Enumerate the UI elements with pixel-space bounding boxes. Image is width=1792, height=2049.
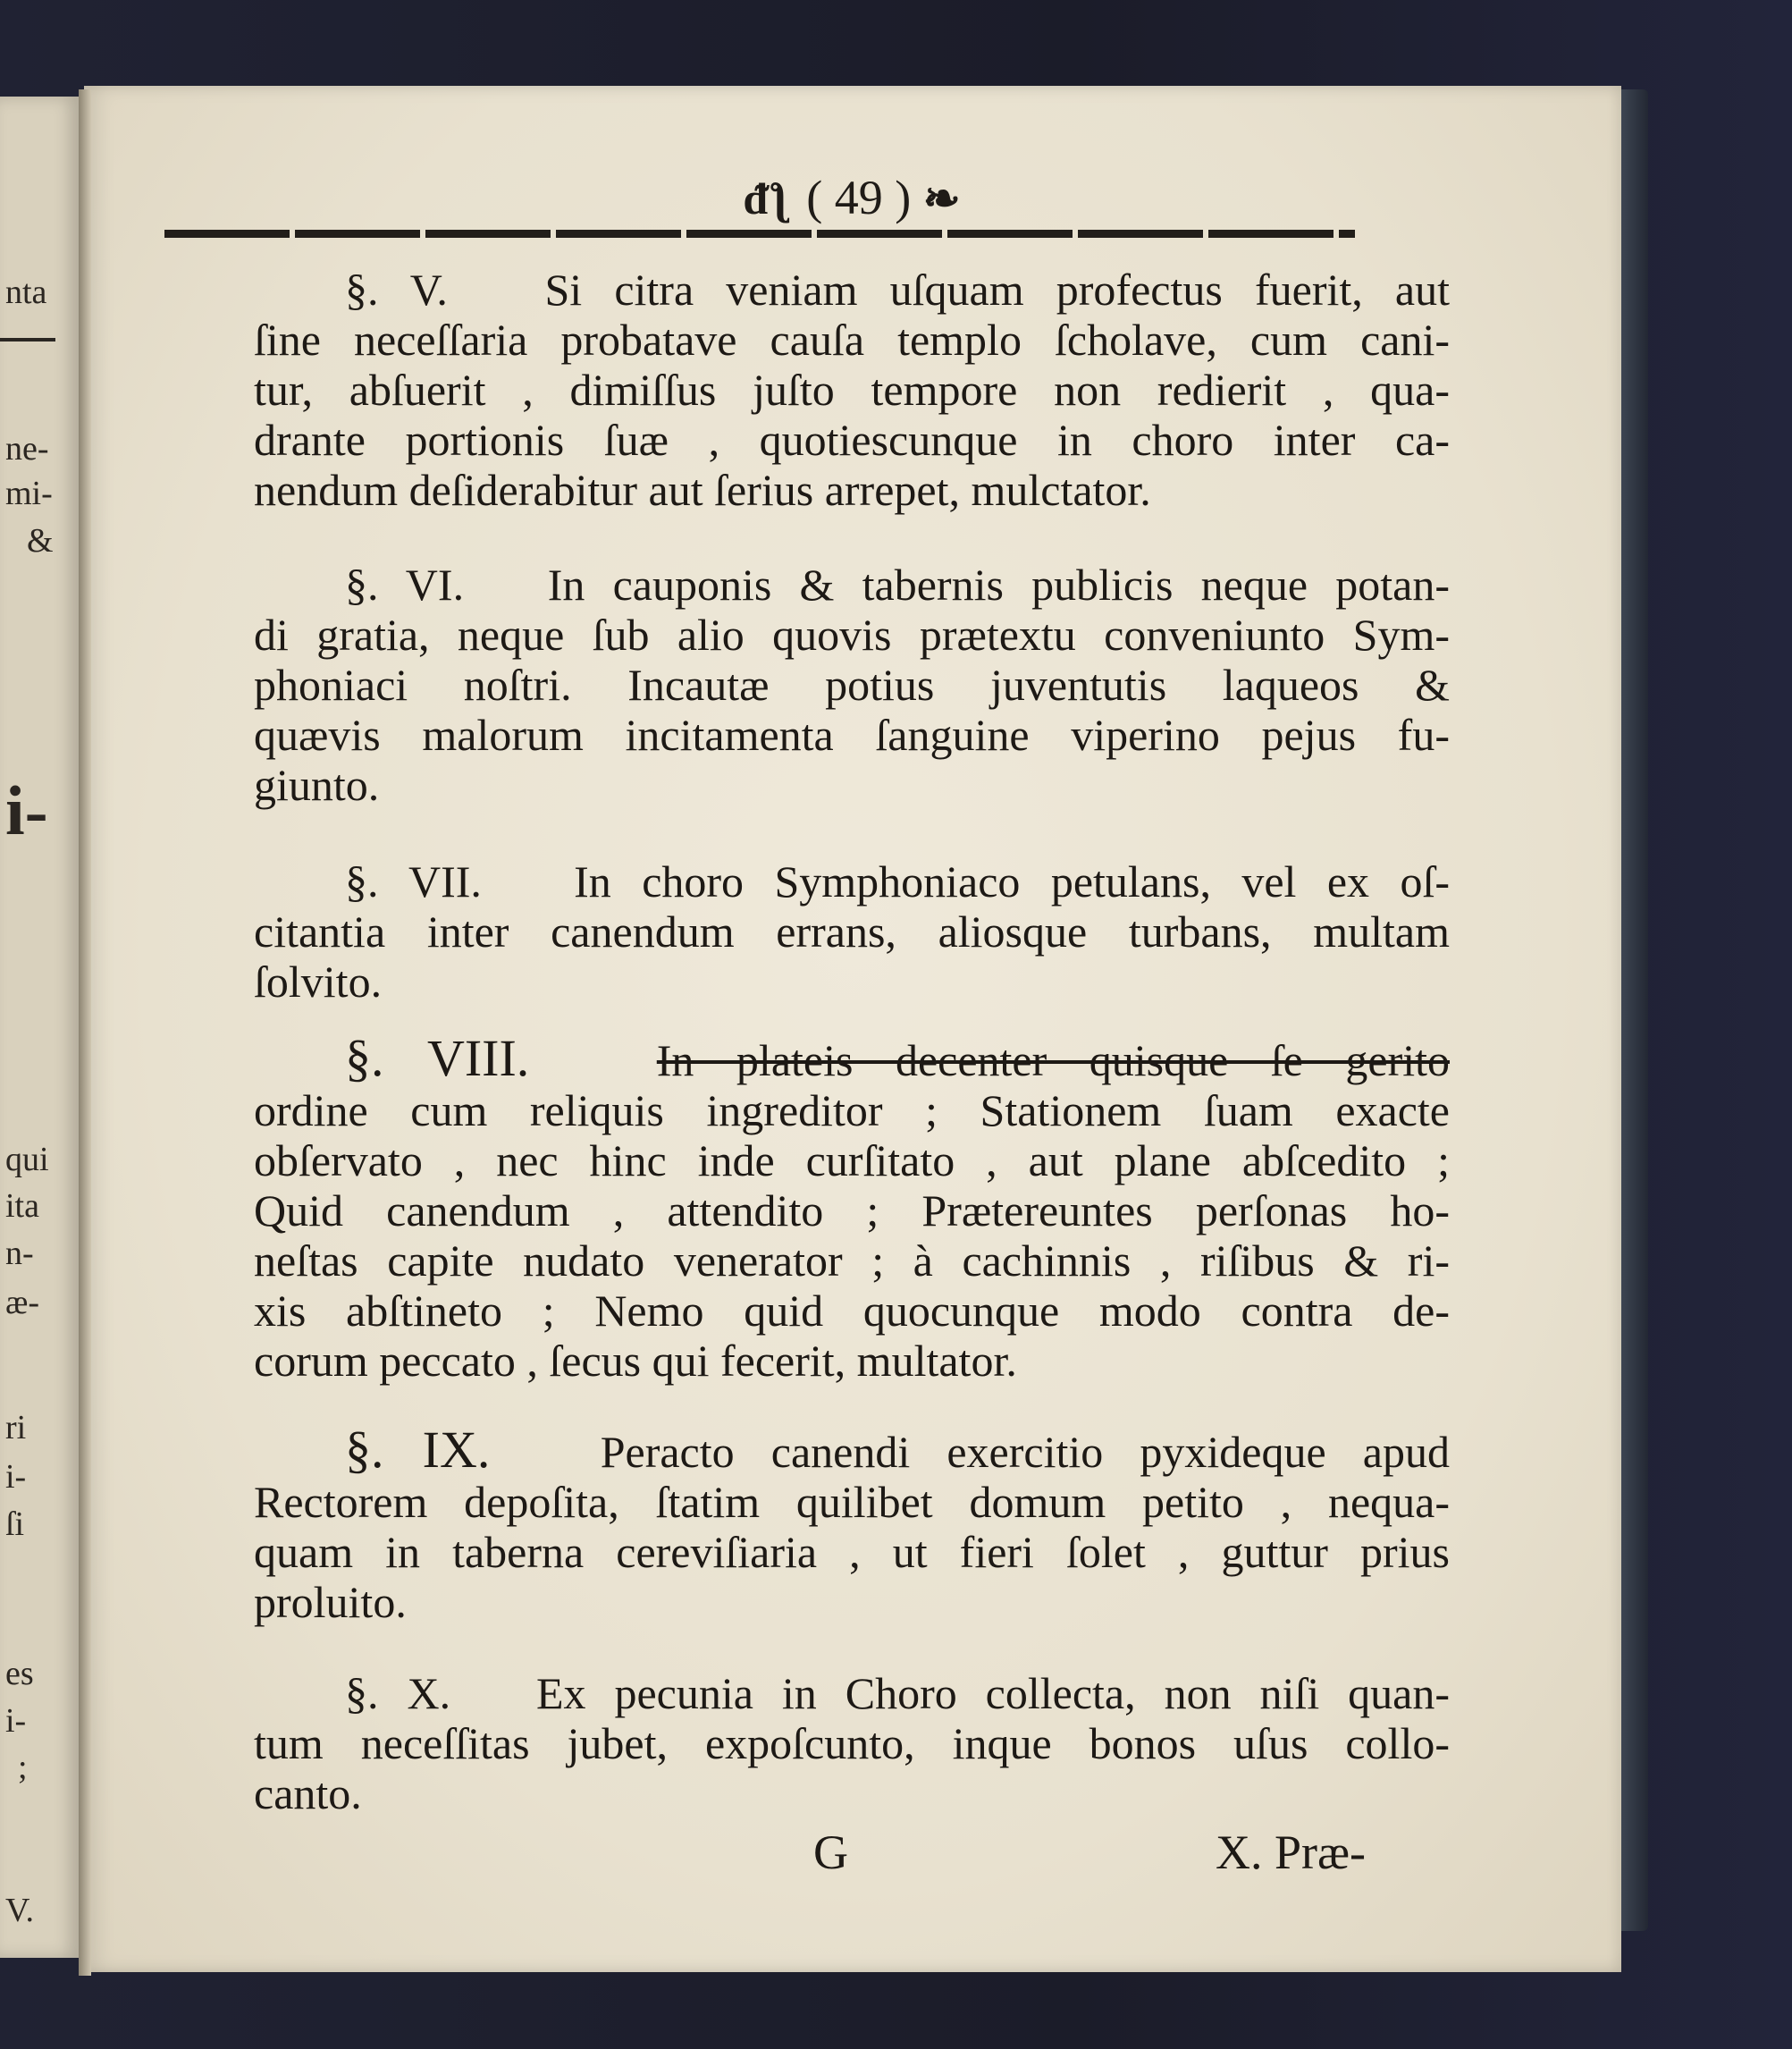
prev-fragment: i-: [5, 1702, 27, 1740]
text-line: Peracto canendi exercitio pyxideque apud: [600, 1427, 1450, 1477]
paragraph-section-8: [254, 1029, 1451, 1386]
prev-fragment: mi-: [5, 475, 53, 512]
section-number: §. VIII.: [345, 1029, 530, 1087]
page-number: ( 49 ): [806, 171, 912, 224]
text-line: In choro Symphoniaco petulans, vel ex oſ-: [574, 856, 1450, 906]
prev-fragment: ri: [5, 1409, 27, 1446]
left-ornament-icon: ᵭƪ: [743, 173, 795, 223]
catchword: X. Præ-: [1216, 1826, 1367, 1879]
page-header: [84, 170, 1621, 225]
text-line: phoniaci noſtri. Incautæ potius juventutis laqueos &: [254, 660, 1450, 710]
text-line: Si citra veniam uſquam profectus fuerit, aut: [544, 265, 1451, 315]
text-line: giunto.: [254, 760, 380, 810]
prev-fragment: ne-: [5, 430, 49, 468]
section-number: §. VI.: [345, 560, 465, 610]
section-number: §. X.: [345, 1668, 451, 1718]
prev-fragment: es: [5, 1655, 34, 1692]
paragraph-section-6: [254, 560, 1450, 810]
page-gutter: [79, 89, 91, 1976]
text-line: citantia inter canendum errans, aliosque turbans, multam: [254, 906, 1450, 957]
prev-fragment: &: [27, 522, 54, 560]
prev-fragment: n-: [5, 1235, 34, 1272]
section-number: §. VII.: [345, 856, 482, 906]
text-line: Ex pecunia in Choro collecta, non niſi quan-: [535, 1668, 1451, 1718]
text-line: tur, abſuerit , dimiſſus juſto tempore non redierit , qua-: [254, 365, 1450, 415]
paragraph-section-7: [254, 856, 1450, 1007]
text-line: tum neceſſitas jubet, expoſcunto, inque bonos uſus collo-: [254, 1718, 1450, 1768]
prev-fragment: V.: [5, 1892, 35, 1929]
text-line: proluito.: [254, 1577, 407, 1627]
text-line: In plateis decenter quisque ſe gerito: [656, 1035, 1451, 1085]
prev-fragment: nta: [5, 274, 47, 311]
prev-fragment: æ-: [5, 1284, 39, 1321]
text-line: quam in taberna cereviſiaria , ut fieri ſolet , guttur prius: [254, 1527, 1450, 1577]
right-ornament-icon: ❧: [922, 173, 963, 223]
prev-fragment: ;: [18, 1749, 28, 1786]
prev-fragment: i-: [5, 772, 48, 849]
text-line: In cauponis & tabernis publicis neque potan-: [547, 560, 1451, 610]
text-line: drante portionis ſuæ , quotiescunque in choro inter ca-: [254, 415, 1450, 465]
text-line: obſervato , nec hinc inde curſitato , aut plane abſcedito ;: [254, 1135, 1450, 1185]
section-number: §. IX.: [345, 1421, 491, 1479]
paragraph-section-9: [254, 1421, 1450, 1627]
paragraph-section-10: [254, 1668, 1450, 1818]
text-line: quævis malorum incitamenta ſanguine viperino pejus fu-: [254, 710, 1450, 760]
section-number: §. V.: [345, 265, 448, 315]
text-line: nendum deſiderabitur aut ſerius arrepet, mulctator.: [254, 465, 1151, 515]
prev-fragment: ita: [5, 1187, 39, 1225]
text-line: ſine neceſſaria probatave cauſa templo ſcholave, cum cani-: [254, 315, 1450, 365]
prev-fragment: i-: [5, 1458, 27, 1496]
previous-page-edge: [0, 97, 82, 1958]
text-line: Quid canendum , attendito ; Prætereuntes perſonas ho-: [254, 1185, 1450, 1235]
prev-fragment: qui: [5, 1141, 49, 1178]
text-line: neſtas capite nudato venerator ; à cachinnis , riſibus & ri-: [254, 1235, 1450, 1286]
text-line: ordine cum reliquis ingreditor ; Stationem ſuam exacte: [254, 1085, 1450, 1135]
text-line: xis abſtineto ; Nemo quid quocunque modo contra de-: [254, 1286, 1450, 1336]
paragraph-section-5: [254, 265, 1450, 515]
book-page: [84, 86, 1621, 1972]
text-line: Rectorem depoſita, ſtatim quilibet domum petito , nequa-: [254, 1477, 1450, 1527]
text-line: di gratia, neque ſub alio quovis prætextu conveniunto Sym-: [254, 610, 1450, 660]
header-rule: [164, 230, 1355, 238]
prev-fragment: ſi: [5, 1505, 25, 1543]
signature-mark: G: [813, 1826, 848, 1879]
text-line: corum peccato , ſecus qui fecerit, multator.: [254, 1336, 1017, 1386]
text-line: canto.: [254, 1768, 362, 1818]
text-line: ſolvito.: [254, 957, 383, 1007]
previous-page-rule: [0, 338, 55, 342]
